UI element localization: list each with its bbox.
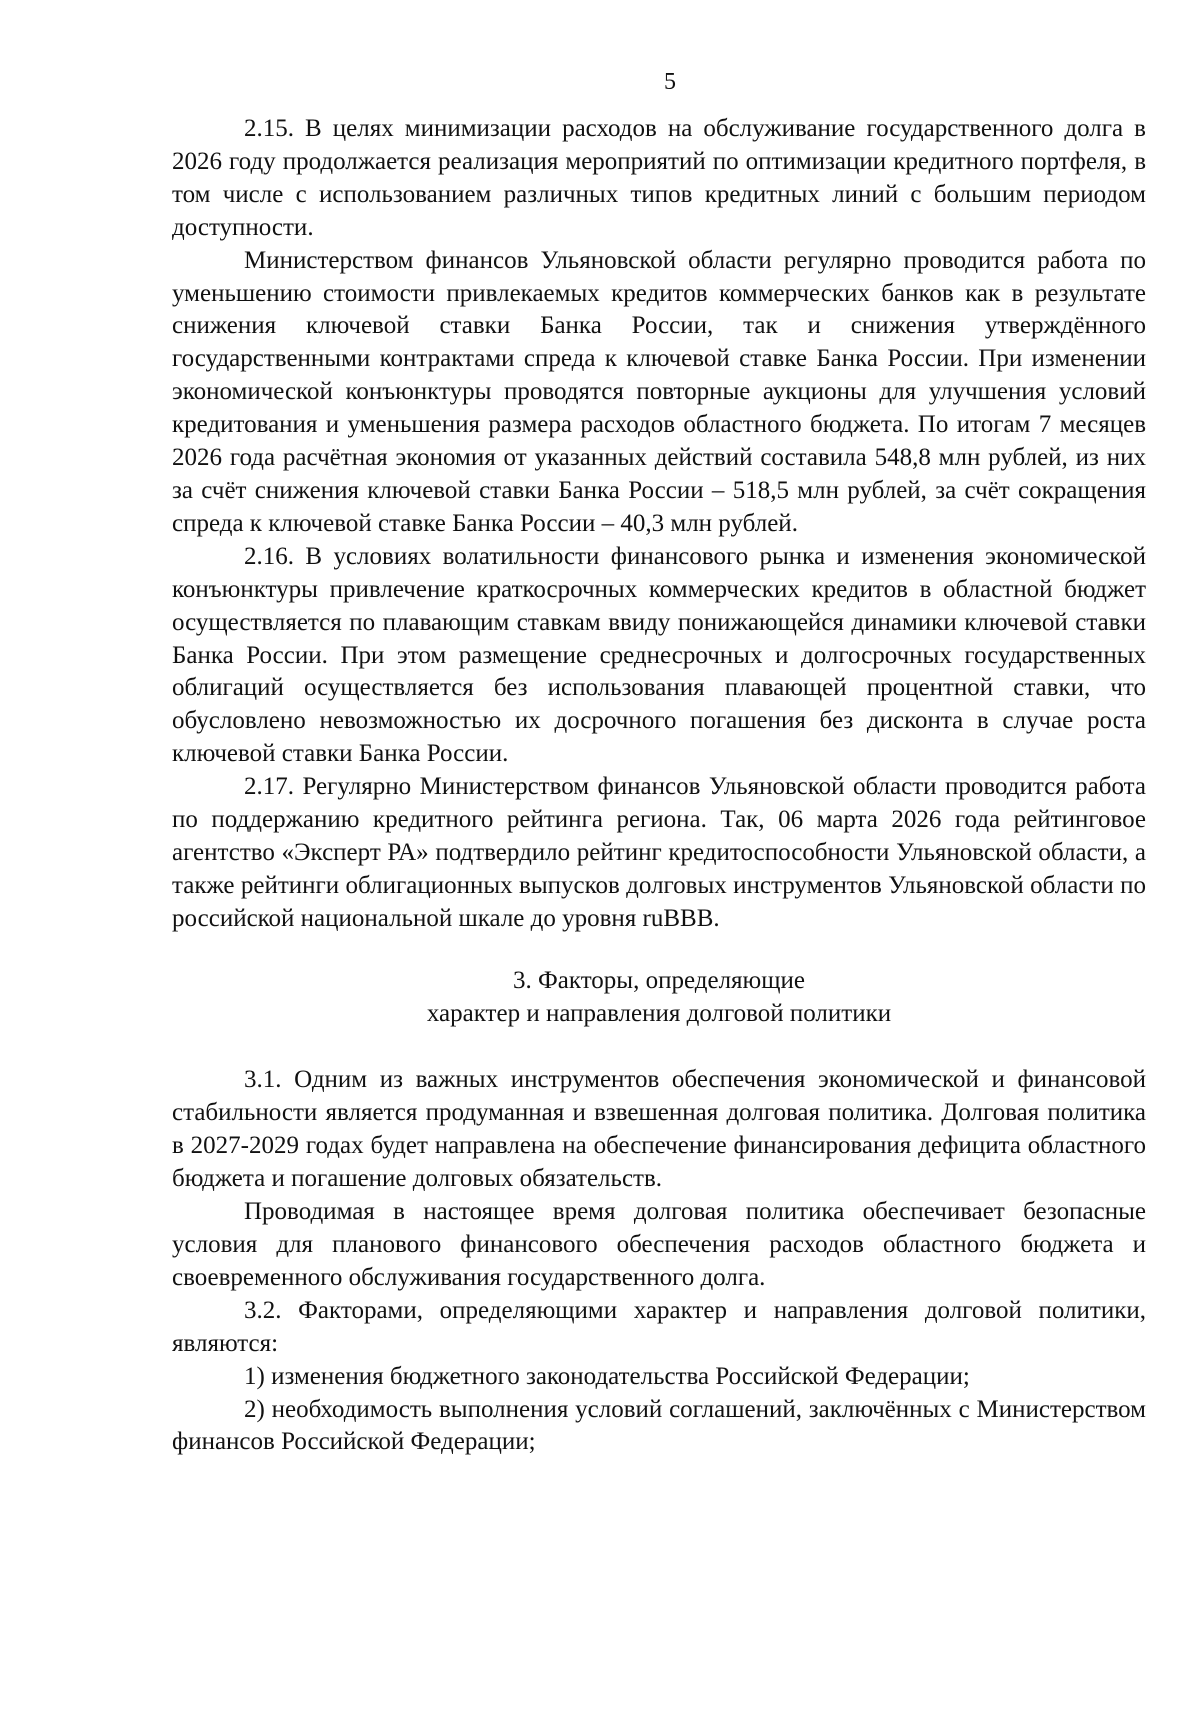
paragraph-2-16: 2.16. В условиях волатильности финансового рынка и изменения экономической конъюнктуры привлечение краткосрочных коммерческих кредитов в областной бюджет осуществляется по плавающим ставкам ввиду понижающейся динамики ключевой ставки Банка России. При этом размещение среднесрочных и долгосрочных государственных облигаций осуществляется без использования плавающей процентной ставки, что обусловлено невозможностью их досрочного погашения без дисконта в случае роста ключевой ставки Банка России. xyxy=(172,542,1146,768)
paragraph-3-1: 3.1. Одним из важных инструментов обеспечения экономической и финансовой стабильности является продуманная и взвешенная долговая политика. Долговая политика в 2027-2029 годах будет направлена на обеспечение финансирования дефицита областного бюджета и погашение долговых обязательств. xyxy=(172,1066,1146,1193)
list-item-2: 2) необходимость выполнения условий соглашений, заключённых с Министерством финансов Российской Федерации; xyxy=(172,1395,1146,1456)
section-3-heading-line-2: характер и направления долговой политики xyxy=(426,999,892,1027)
paragraph-3-1-continued: Проводимая в настоящее время долговая политика обеспечивает безопасные условия для планового финансового обеспечения расходов областного бюджета и своевременного обслуживания государственного долга. xyxy=(172,1198,1146,1291)
paragraph-2-17: 2.17. Регулярно Министерством финансов Ульяновской области проводится работа по поддержанию кредитного рейтинга региона. Так, 06 марта 2026 года рейтинговое агентство «Эксперт РА» подтвердило рейтинг кредитоспособности Ульяновской области, а также рейтинги облигационных выпусков долговых инструментов Ульяновской области по российской национальной шкале до уровня ruBBB. xyxy=(172,773,1146,932)
paragraph-2-15-continued: Министерством финансов Ульяновской области регулярно проводится работа по уменьшению стоимости привлекаемых кредитов коммерческих банков как в результате снижения ключевой ставки Банка России, так и снижения утверждённого государственными контрактами спреда к ключевой ставке Банка России. При изменении экономической конъюнктуры проводятся повторные аукционы для улучшения условий кредитования и уменьшения размера расходов областного бюджета. По итогам 7 месяцев 2026 года расчётная экономия от указанных действий составила 548,8 млн рублей, из них за счёт снижения ключевой ставки Банка России – 518,5 млн рублей, за счёт сокращения спреда к ключевой ставке Банка России – 40,3 млн рублей. xyxy=(172,246,1146,537)
page-number: 5 xyxy=(664,69,676,95)
document-body xyxy=(172,113,1146,1459)
section-3-heading-line-1: 3. Факторы, определяющие xyxy=(513,966,805,994)
list-item-1: 1) изменения бюджетного законодательства Российской Федерации; xyxy=(244,1362,970,1390)
section-3-heading xyxy=(172,965,1146,1031)
paragraph-2-15: 2.15. В целях минимизации расходов на обслуживание государственного долга в 2026 году продолжается реализация мероприятий по оптимизации кредитного портфеля, в том числе с использованием различных типов кредитных линий с большим периодом доступности. xyxy=(172,115,1146,241)
paragraph-3-2: 3.2. Факторами, определяющими характер и направления долговой политики, являются: xyxy=(172,1296,1146,1357)
